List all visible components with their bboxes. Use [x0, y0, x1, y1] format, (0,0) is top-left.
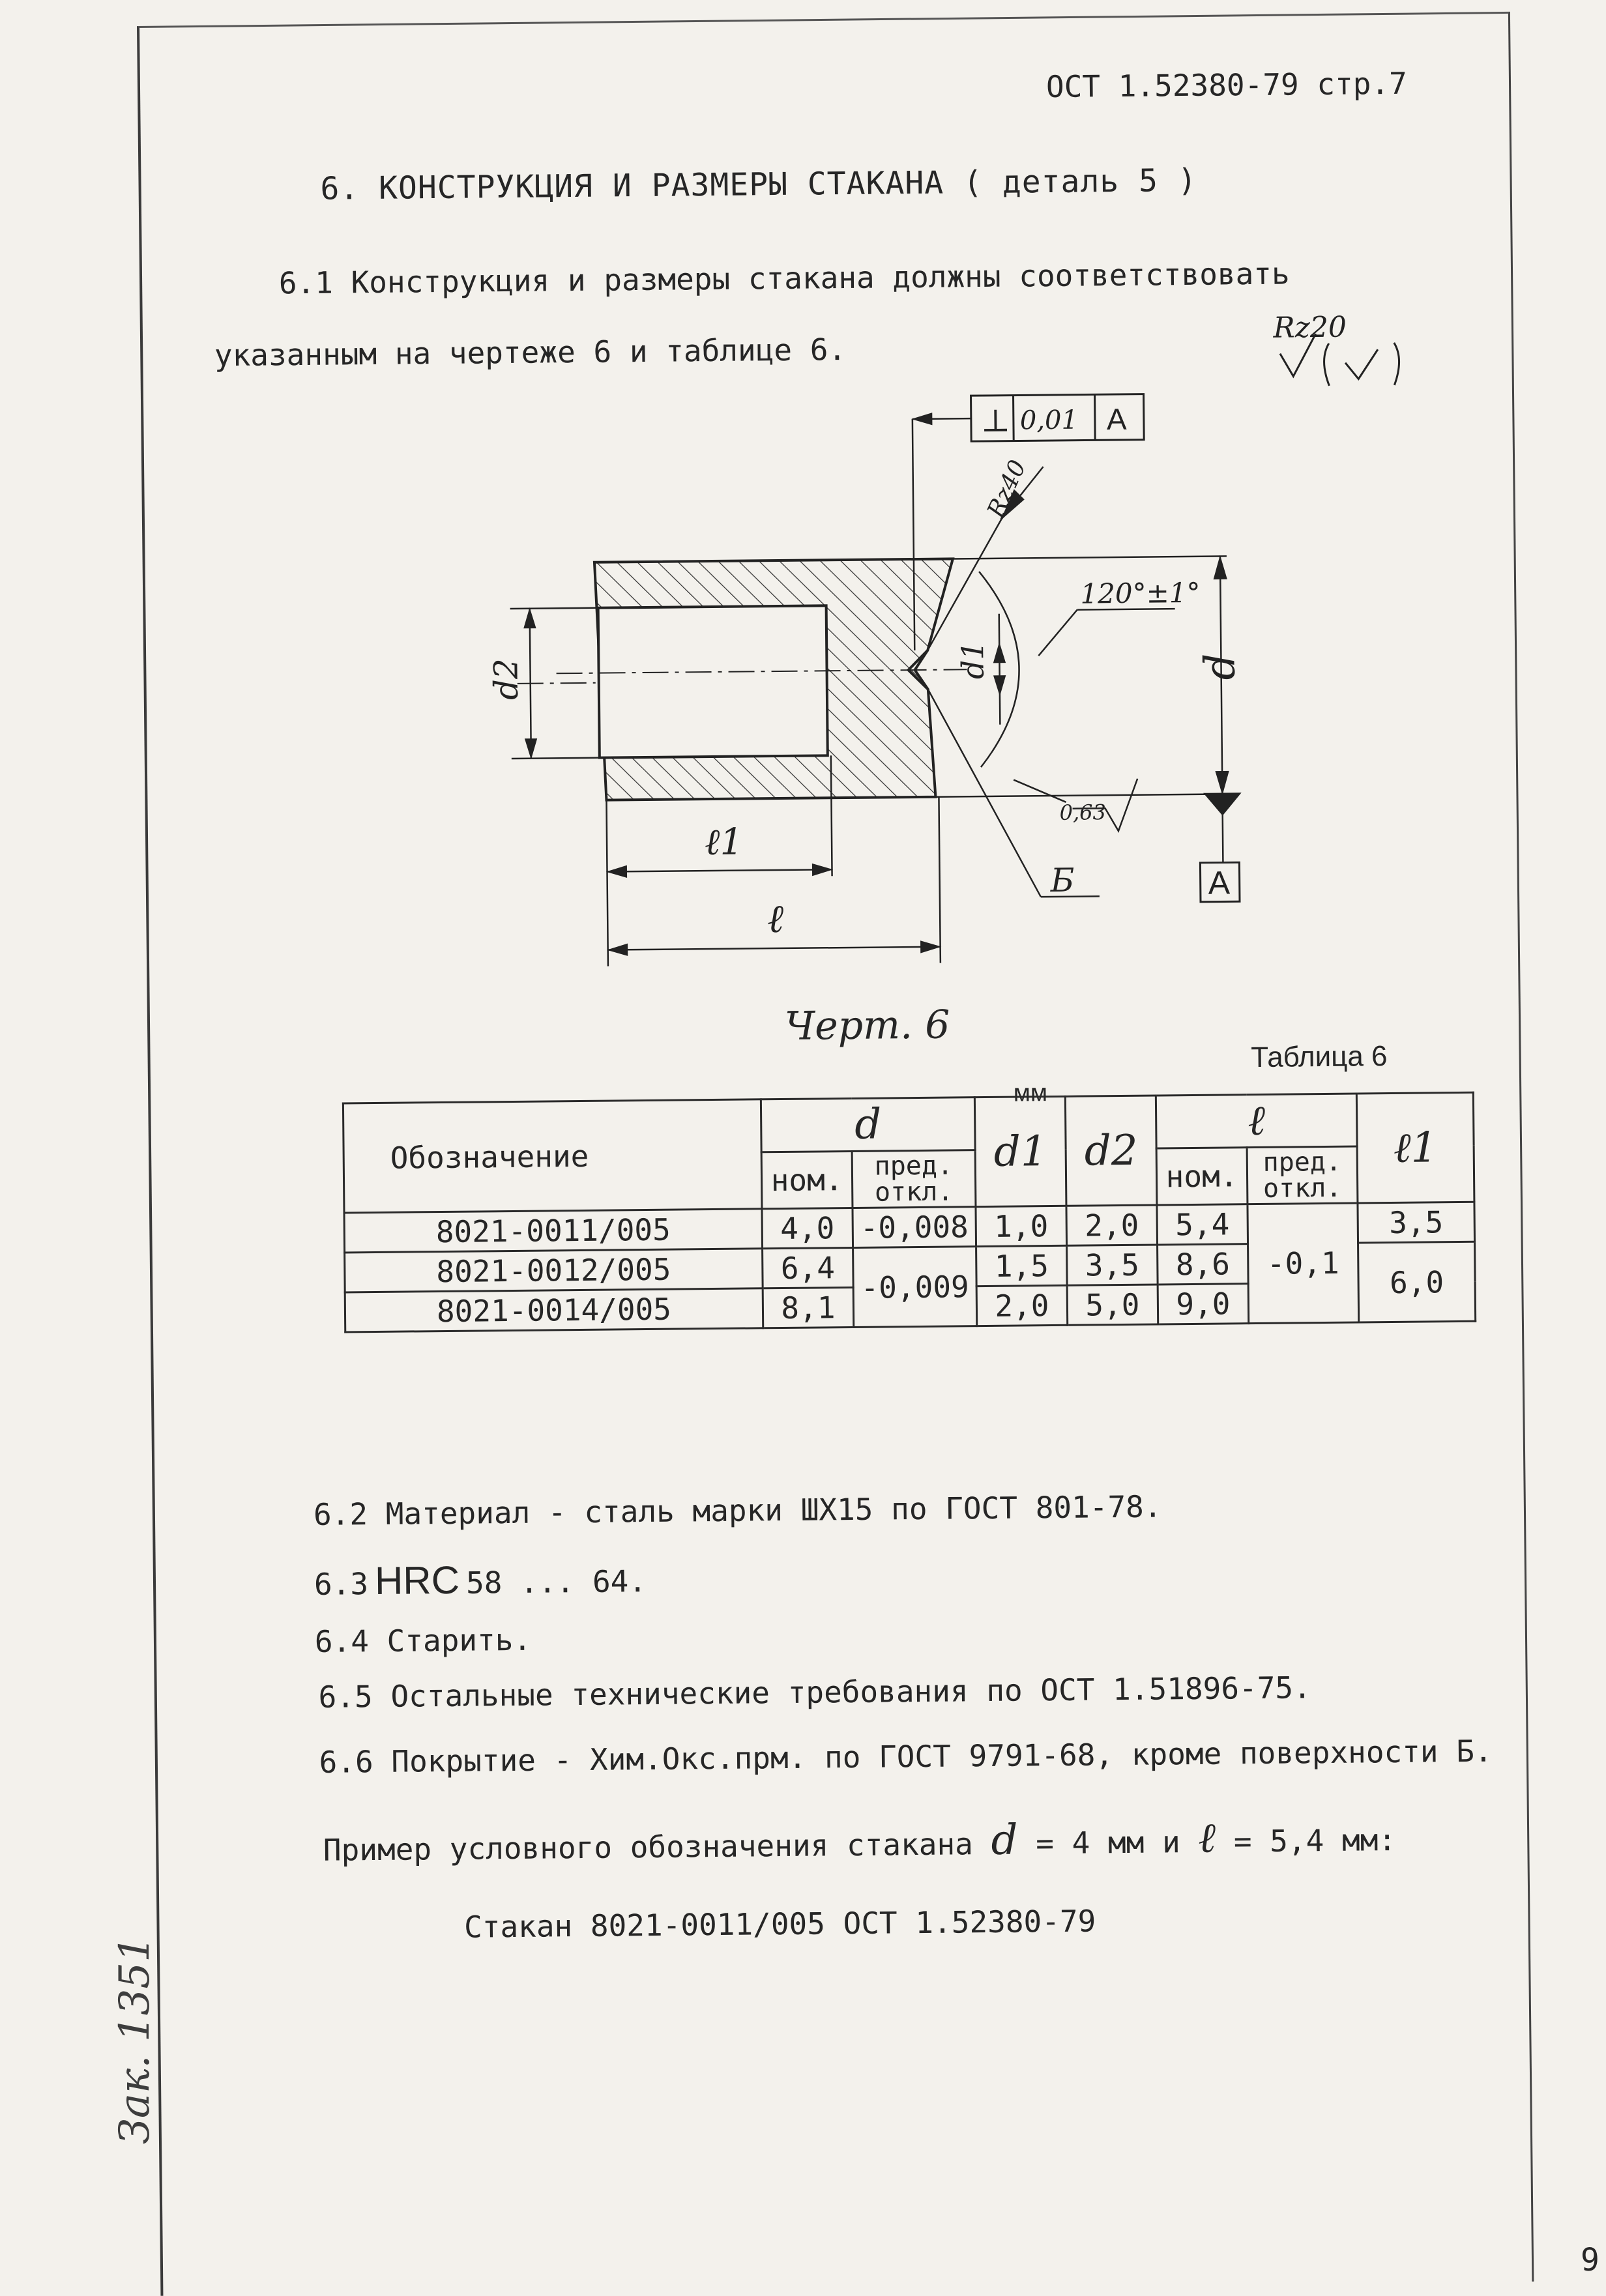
- cell-d1: 2,0: [976, 1285, 1068, 1326]
- handwritten-order-note: Зак. 1351: [111, 1936, 159, 2144]
- table-unit: мм: [1013, 1079, 1048, 1107]
- cell-d-tol: -0,008: [853, 1207, 976, 1248]
- requirement-6-4: 6.4 Старить.: [314, 1621, 532, 1659]
- example-lead: Пример условного обозначения стакана: [323, 1826, 974, 1868]
- dim-line-l: [608, 947, 941, 950]
- example-designation: Стакан 8021-0011/005 ОСТ 1.52380-79: [463, 1903, 1096, 1945]
- header-d-nom: ном.: [761, 1151, 853, 1208]
- requirement-6-3-number: 6.3: [314, 1566, 369, 1602]
- dim-d1-label: d1: [955, 641, 991, 680]
- paragraph-6-1-line-2: указанным на чертеже 6 и таблице 6.: [214, 332, 847, 373]
- dim-d-label: d: [1196, 653, 1245, 680]
- header-l-nom: ном.: [1156, 1148, 1248, 1205]
- header-designation: Обозначение: [343, 1099, 762, 1213]
- document-reference: ОСТ 1.52380-79 стр.7: [1045, 65, 1408, 105]
- dim-l-label: ℓ: [766, 895, 784, 942]
- cell-designation: 8021-0012/005: [345, 1249, 763, 1292]
- table-caption: Таблица 6: [1251, 1040, 1388, 1074]
- tip-roughness-label: Rz40: [982, 456, 1032, 522]
- header-l-tol: пред. откл.: [1247, 1146, 1358, 1204]
- cell-d-tol: -0,009: [853, 1247, 977, 1328]
- cell-d-nom: 6,4: [763, 1247, 854, 1288]
- surface-b-label: Б: [1050, 861, 1075, 900]
- datum-a-label: A: [1208, 864, 1231, 901]
- cell-l-tol: -0,1: [1248, 1203, 1359, 1324]
- section-title: 6. КОНСТРУКЦИЯ И РАЗМЕРЫ СТАКАНА ( деталь 5 ): [320, 162, 1198, 207]
- cell-designation: 8021-0014/005: [345, 1288, 763, 1332]
- designation-example: [323, 1812, 1396, 1871]
- cell-d-nom: 8,1: [763, 1287, 854, 1328]
- cell-d2: 5,0: [1067, 1285, 1158, 1325]
- header-l: ℓ: [1156, 1094, 1357, 1148]
- angle-label: 120°±1°: [1080, 576, 1201, 610]
- page-number: 9: [1581, 2242, 1599, 2278]
- hardness-value: 58 ... 64.: [465, 1563, 647, 1601]
- example-l-symbol: ℓ: [1198, 1814, 1216, 1863]
- dim-line-l1: [607, 869, 832, 871]
- example-l-value: = 5,4 мм:: [1233, 1822, 1397, 1859]
- cell-l-nom: 8,6: [1158, 1244, 1249, 1285]
- cell-d2: 3,5: [1067, 1245, 1158, 1285]
- example-d-symbol: d: [991, 1816, 1018, 1865]
- dim-l1-label: ℓ1: [704, 821, 744, 864]
- example-d-value: = 4 мм и: [1035, 1824, 1181, 1861]
- header-d1: d1: [974, 1096, 1066, 1206]
- header-d2: d2: [1065, 1096, 1157, 1206]
- hardness-scale: HRC: [374, 1558, 460, 1603]
- requirement-6-5: 6.5 Остальные технические требования по ОСТ 1.51896-75.: [318, 1670, 1312, 1715]
- base-roughness-label: 0,63: [1059, 800, 1107, 825]
- cell-l1: 6,0: [1358, 1242, 1476, 1322]
- cell-d1: 1,5: [976, 1245, 1068, 1286]
- dim-line-d2: [530, 609, 531, 759]
- dim-d2-label: d2: [487, 658, 525, 701]
- cell-l1: 3,5: [1358, 1202, 1475, 1243]
- header-d: d: [761, 1097, 975, 1152]
- datum-reference: A: [1106, 401, 1127, 437]
- header-l1: ℓ1: [1356, 1092, 1474, 1203]
- bore-d2: [598, 605, 828, 757]
- cell-l-nom: 9,0: [1158, 1284, 1249, 1324]
- requirement-6-3: [314, 1556, 647, 1604]
- dim-line-d1: [999, 614, 1000, 725]
- requirement-6-2: 6.2 Материал - сталь марки ШХ15 по ГОСТ 801-78.: [313, 1489, 1162, 1532]
- requirement-6-6: 6.6 Покрытие - Хим.Окс.прм. по ГОСТ 9791-68, кроме поверхности Б.: [319, 1733, 1493, 1780]
- dimensions-table: [342, 1092, 1476, 1333]
- cell-designation: 8021-0011/005: [344, 1209, 763, 1253]
- cell-d2: 2,0: [1066, 1205, 1158, 1245]
- cell-d-nom: 4,0: [762, 1208, 853, 1248]
- drawing-caption: Черт. 6: [784, 1002, 950, 1049]
- general-roughness-label: Rz20: [1273, 310, 1347, 345]
- cell-l-nom: 5,4: [1157, 1204, 1248, 1245]
- tolerance-symbol: ⊥: [980, 402, 1011, 440]
- paragraph-6-1-line-1: 6.1 Конструкция и размеры стакана должны соответствовать: [278, 255, 1290, 301]
- header-d-tol: пред. откл.: [852, 1150, 976, 1208]
- tolerance-value: 0,01: [1019, 405, 1079, 436]
- cell-d1: 1,0: [976, 1206, 1067, 1246]
